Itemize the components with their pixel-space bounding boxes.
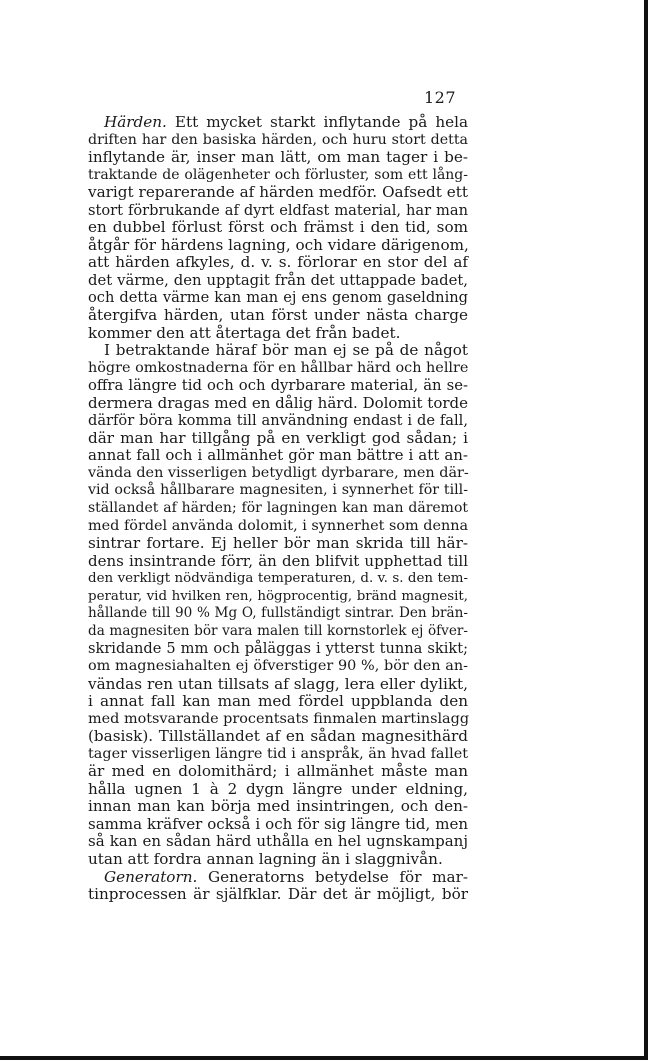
- text-line: dens insintrande förr, än den blifvit upphettad till: [88, 551, 468, 570]
- text-line: traktande de olägenheter och förluster, som ett lång-: [88, 166, 468, 183]
- text-line: I betraktande häraf bör man ej se på de något: [104, 341, 468, 360]
- text-line: att härden afkyles, d. v. s. förlorar en stor del af: [88, 253, 468, 272]
- text-line: med motsvarande procentsats finmalen martinslagg: [88, 710, 470, 727]
- text-line: utan att fordra annan lagning än i slaggnivån.: [88, 849, 443, 868]
- text-line: återgifva härden, utan först under nästa charge: [88, 306, 468, 325]
- text-line: där man har tillgång på en verkligt god sådan; i: [88, 428, 468, 447]
- text-line: om magnesiahalten ej öfverstiger 90 %, bör den an-: [88, 657, 468, 674]
- text-line: inflytande är, inser man lätt, om man tager i be-: [88, 148, 468, 167]
- text-line: vända den visserligen betydligt dyrbarare, men där-: [88, 464, 469, 481]
- text-line: (basisk). Tillställandet af en sådan magnesithärd: [88, 727, 468, 746]
- text-line: hållande till 90 % Mg O, fullständigt sintrar. Den brän-: [88, 605, 468, 622]
- text-line: vändas ren utan tillsats af slagg, lera eller dylikt,: [88, 674, 468, 693]
- text-line: en dubbel förlust först och främst i den tid, som: [88, 218, 468, 237]
- text-line: annat fall och i allmänhet gör man bättre i att an-: [88, 446, 468, 465]
- text-line: samma kräfver också i och för sig längre tid, men: [88, 814, 468, 833]
- text-line: varigt reparerande af härden medför. Oafsedt ett: [88, 183, 468, 202]
- section-heading: Generatorn.: [104, 867, 198, 886]
- text-line: da magnesiten bör vara malen till kornstorlek ej öfver-: [88, 622, 468, 639]
- text-line: högre omkostnaderna för en hållbar härd och hellre: [88, 359, 469, 376]
- paragraph: [88, 342, 468, 868]
- text-line: sintrar fortare. Ej heller bör man skrida till här-: [88, 534, 468, 553]
- page-number: 127: [424, 88, 457, 107]
- text-line: är med en dolomithärd; i allmänhet måste man: [88, 762, 468, 781]
- text-line: skridande 5 mm och påläggas i ytterst tunna skikt;: [88, 640, 468, 658]
- text-line: dermera dragas med en dålig härd. Dolomit torde: [88, 393, 468, 412]
- text-line: och detta värme kan man ej ens genom gaseldning: [88, 289, 468, 307]
- text-line: åtgår för härdens lagning, och vidare därigenom,: [88, 235, 469, 254]
- section-heading: Härden.: [104, 113, 167, 131]
- text-line: offra längre tid och och dyrbarare material, än se-: [88, 377, 468, 395]
- text-line: med fördel använda dolomit, i synnerhet som denna: [88, 517, 469, 534]
- text-column: [88, 114, 468, 904]
- text-line: peratur, vid hvilken ren, högprocentig, bränd magnesit,: [88, 588, 468, 604]
- text-line: i annat fall kan man med fördel uppblanda den: [88, 692, 468, 711]
- page-edge-bottom: [0, 1056, 648, 1060]
- text-line: tinprocessen är själfklar. Där det är möjligt, bör: [88, 885, 468, 904]
- text-line: innan man kan börja med insintringen, och den-: [88, 797, 468, 816]
- text-line: driften har den basiska härden, och huru stort detta: [88, 131, 468, 148]
- paragraph: [88, 869, 468, 904]
- text-line: det värme, den upptagit från det uttappade badet,: [88, 271, 468, 289]
- text-line: ställandet af härden; för lagningen kan man däremot: [88, 500, 468, 517]
- text-line: därför böra komma till användning endast i de fall,: [88, 412, 468, 430]
- text-line: hålla ugnen 1 à 2 dygn längre under eldning,: [88, 779, 468, 798]
- text-line: vid också hållbarare magnesiten, i synnerhet för till-: [88, 482, 468, 499]
- text-line: kommer den att återtaga det från badet.: [88, 323, 401, 342]
- page-edge-right: [644, 0, 648, 1060]
- text-line: tager visserligen längre tid i anspråk, än hvad fallet: [88, 745, 468, 762]
- text-line: så kan en sådan härd uthålla en hel ugnskampanj: [88, 832, 468, 851]
- text-line: Härden. Ett mycket starkt inflytande på hela: [104, 113, 468, 131]
- text-line: stort förbrukande af dyrt eldfast material, har man: [88, 201, 468, 219]
- text-line: den verkligt nödvändiga temperaturen, d. v. s. den tem-: [88, 571, 468, 587]
- text-line: Generatorn. Generatorns betydelse för mar-: [104, 867, 468, 886]
- paragraph: [88, 114, 468, 342]
